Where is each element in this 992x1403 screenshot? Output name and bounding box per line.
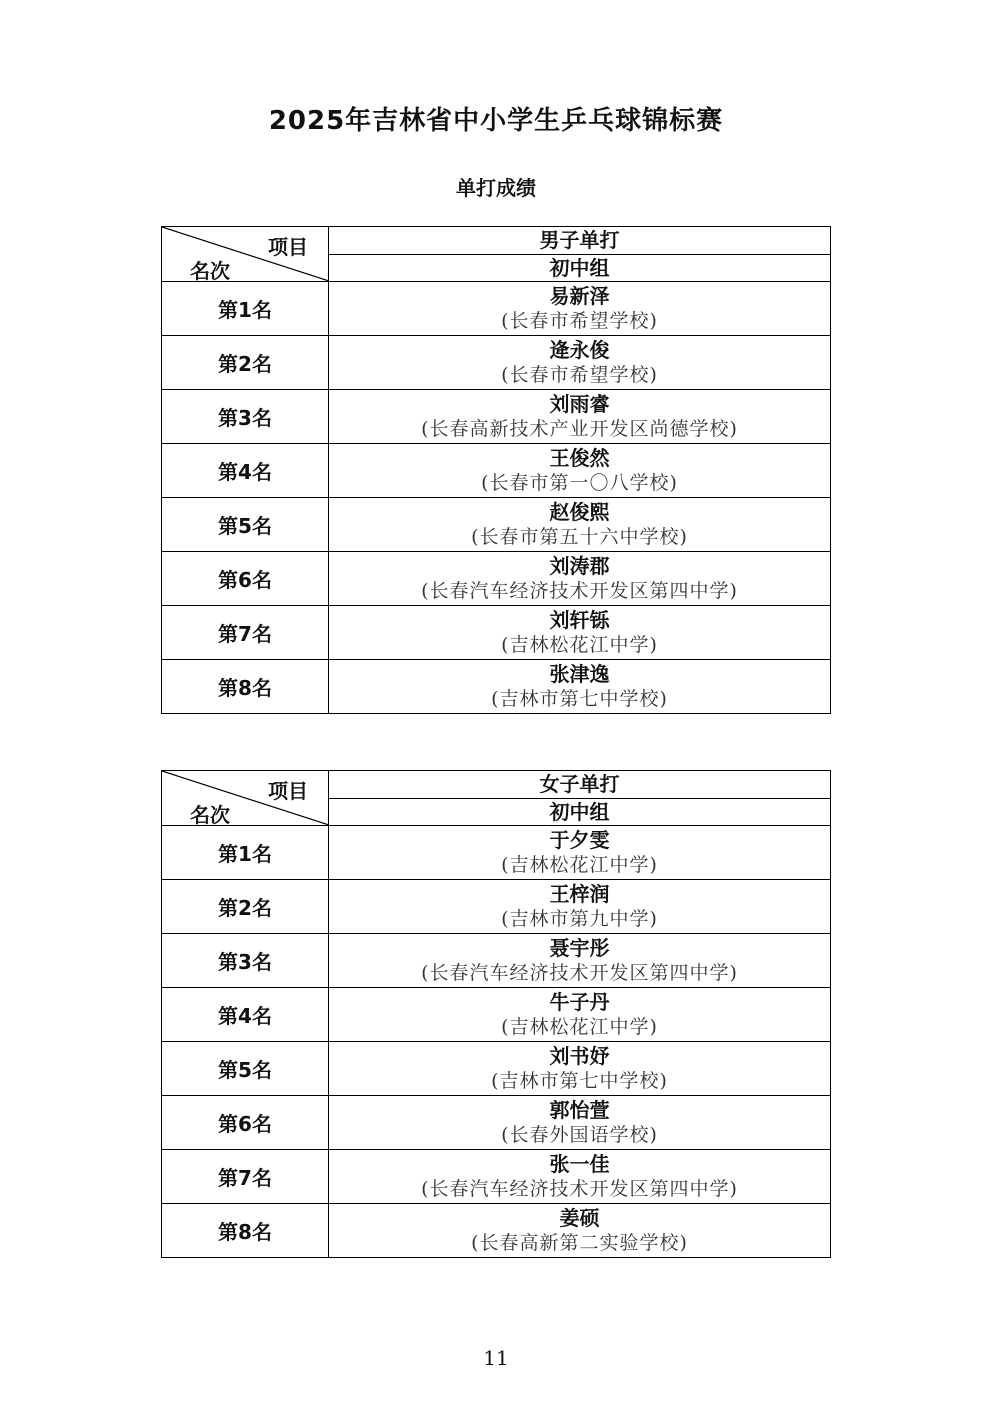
player-cell (329, 880, 831, 934)
player-name: 易新泽 (549, 284, 610, 308)
player-cell (329, 660, 831, 714)
header-corner-cell (162, 227, 329, 282)
rank-cell: 第8名 (162, 1204, 329, 1258)
player-cell (329, 390, 831, 444)
group-header: 初中组 (329, 798, 831, 826)
player-name: 赵俊熙 (549, 500, 610, 524)
player-school: (长春市第一〇八学校) (481, 472, 678, 494)
document-title: 2025年吉林省中小学生乒乓球锦标赛 (268, 106, 724, 136)
table-row (162, 826, 831, 880)
player-school: (长春汽车经济技术开发区第四中学) (421, 962, 738, 984)
player-name: 刘书妤 (549, 1044, 610, 1068)
player-cell (329, 606, 831, 660)
player-cell (329, 552, 831, 606)
rank-cell: 第2名 (162, 336, 329, 390)
player-school: (长春市希望学校) (501, 310, 658, 332)
header-corner-cell (162, 771, 329, 826)
player-name: 牛子丹 (549, 990, 610, 1014)
player-name: 王俊然 (549, 446, 610, 470)
player-cell (329, 498, 831, 552)
rank-cell: 第6名 (162, 552, 329, 606)
table-row (162, 1096, 831, 1150)
player-name: 姜硕 (559, 1206, 600, 1230)
player-name: 王梓润 (549, 882, 610, 906)
player-cell (329, 282, 831, 336)
table-row (162, 660, 831, 714)
player-school: (吉林市第九中学) (501, 908, 658, 930)
rank-cell: 第4名 (162, 444, 329, 498)
player-school: (吉林松花江中学) (501, 1016, 658, 1038)
table-row (162, 1150, 831, 1204)
player-school: (长春市希望学校) (501, 364, 658, 386)
rank-cell: 第5名 (162, 498, 329, 552)
player-school: (长春汽车经济技术开发区第四中学) (421, 580, 738, 602)
player-name: 聂宇彤 (549, 936, 610, 960)
player-name: 刘雨睿 (549, 392, 610, 416)
table-row (162, 1204, 831, 1258)
player-school: (长春高新第二实验学校) (471, 1232, 688, 1254)
rank-cell: 第4名 (162, 988, 329, 1042)
mens-singles-table (161, 226, 831, 714)
corner-label-event: 项目 (268, 779, 308, 803)
player-name: 张一佳 (549, 1152, 610, 1176)
player-school: (吉林市第七中学校) (491, 1070, 668, 1092)
player-name: 于夕雯 (549, 828, 610, 852)
player-school: (吉林松花江中学) (501, 854, 658, 876)
rank-cell: 第8名 (162, 660, 329, 714)
womens-singles-table (161, 770, 831, 1258)
rank-cell: 第1名 (162, 282, 329, 336)
rank-cell: 第3名 (162, 390, 329, 444)
table-row (162, 390, 831, 444)
table-row (162, 988, 831, 1042)
corner-label-rank: 名次 (190, 803, 230, 827)
player-name: 逄永俊 (549, 338, 610, 362)
player-cell (329, 934, 831, 988)
table-row (162, 282, 831, 336)
table-row (162, 934, 831, 988)
table-row (162, 880, 831, 934)
player-school: (长春高新技术产业开发区尚德学校) (421, 418, 738, 440)
player-school: (吉林松花江中学) (501, 634, 658, 656)
player-cell (329, 1150, 831, 1204)
corner-label-rank: 名次 (190, 259, 230, 283)
rank-cell: 第7名 (162, 606, 329, 660)
table-row (162, 606, 831, 660)
player-cell (329, 444, 831, 498)
player-name: 张津逸 (549, 662, 610, 686)
rank-cell: 第6名 (162, 1096, 329, 1150)
player-school: (长春汽车经济技术开发区第四中学) (421, 1178, 738, 1200)
corner-label-event: 项目 (268, 235, 308, 259)
player-cell (329, 1042, 831, 1096)
rank-cell: 第2名 (162, 880, 329, 934)
table-row (162, 1042, 831, 1096)
table-row (162, 552, 831, 606)
player-school: (长春外国语学校) (501, 1124, 658, 1146)
player-cell (329, 336, 831, 390)
document-subtitle: 单打成绩 (456, 176, 536, 200)
table-row (162, 444, 831, 498)
player-name: 刘轩铄 (549, 608, 610, 632)
player-cell (329, 1204, 831, 1258)
event-header: 女子单打 (329, 771, 831, 799)
player-cell (329, 1096, 831, 1150)
rank-cell: 第5名 (162, 1042, 329, 1096)
event-header: 男子单打 (329, 227, 831, 255)
table-row (162, 498, 831, 552)
rank-cell: 第3名 (162, 934, 329, 988)
player-name: 郭怡萱 (549, 1098, 610, 1122)
group-header: 初中组 (329, 254, 831, 282)
player-school: (吉林市第七中学校) (491, 688, 668, 710)
page-number: 11 (483, 1346, 509, 1370)
player-cell (329, 988, 831, 1042)
player-name: 刘涛郡 (549, 554, 610, 578)
player-cell (329, 826, 831, 880)
player-school: (长春市第五十六中学校) (471, 526, 688, 548)
rank-cell: 第7名 (162, 1150, 329, 1204)
rank-cell: 第1名 (162, 826, 329, 880)
table-row (162, 336, 831, 390)
